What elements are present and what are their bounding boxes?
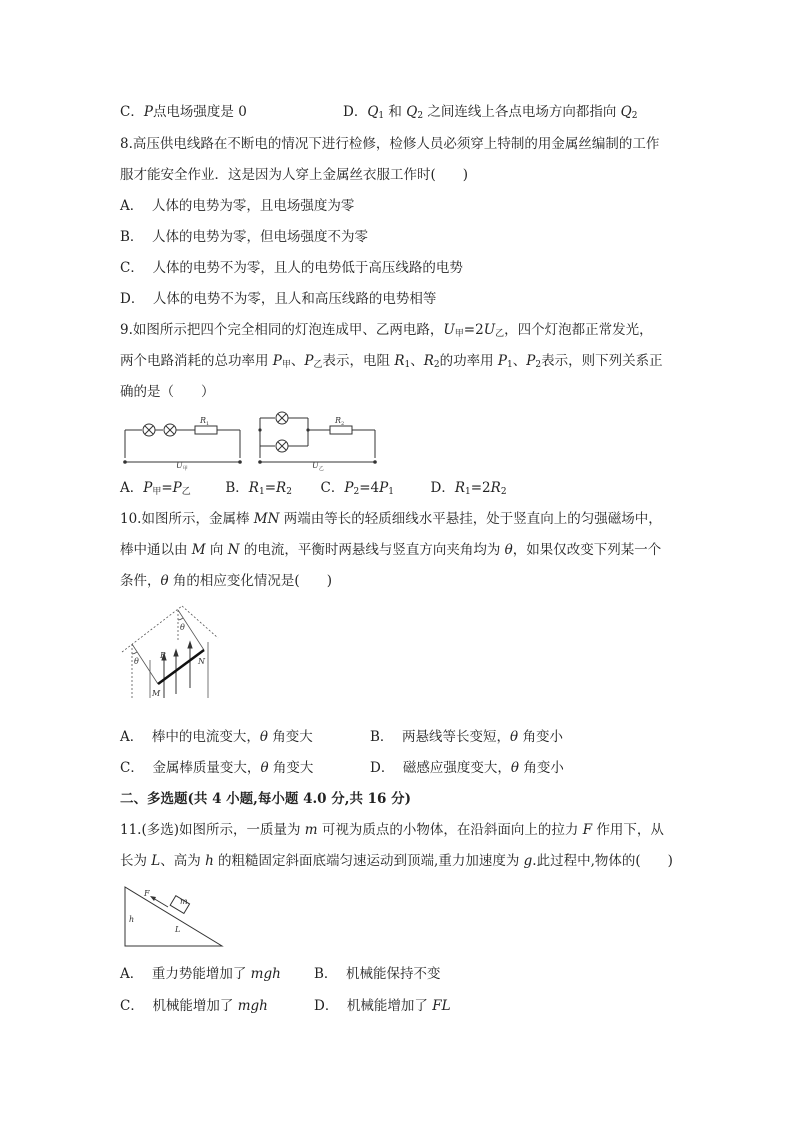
resistor-r1-icon — [195, 426, 217, 434]
q10-rod-figure — [120, 602, 220, 702]
sub: 乙 — [181, 487, 191, 497]
option-text: 磁感应强度变大， — [402, 760, 511, 776]
sub: 2 — [433, 360, 440, 370]
text: 两个电路消耗的总功率用 — [120, 353, 273, 369]
var: mgh — [237, 998, 268, 1014]
text: 角的相应变化情况是( ) — [168, 573, 332, 589]
option-label: D． — [343, 104, 368, 120]
text: 、 — [512, 353, 527, 369]
text: 、 — [290, 353, 305, 369]
q8-stem-line1: 8.高压供电线路在不断电的情况下进行检修，检修人员必须穿上特制的用金属丝编制的工作 — [120, 136, 660, 152]
q9-stem-line3: 确的是（ ） — [120, 384, 215, 400]
q10-option-c — [120, 758, 313, 778]
option-label: C． — [320, 480, 345, 496]
option-label: A． — [120, 729, 144, 745]
q9-option-d — [431, 480, 507, 496]
q7-option-c — [120, 102, 247, 122]
var: L — [151, 853, 161, 869]
theta-label-left: θ — [134, 657, 139, 666]
q9-stem-line1 — [120, 320, 653, 344]
var: g — [523, 853, 533, 869]
var: θ — [504, 542, 513, 558]
u1-label: U — [176, 461, 183, 470]
sub: 甲 — [182, 466, 188, 472]
sub: 1 — [378, 111, 385, 121]
option-text: 人体的电势为零，但电场强度不为零 — [152, 229, 369, 245]
text: ，如果仅改变下列某一个 — [512, 542, 662, 558]
r2-label: R — [335, 416, 342, 425]
m-label: m — [180, 897, 188, 906]
b-label: B — [160, 651, 166, 660]
text: 作用下，从 — [592, 822, 664, 838]
option-label: C． — [120, 998, 144, 1014]
q11-option-d — [314, 996, 451, 1016]
option-label: B． — [225, 480, 249, 496]
var: P — [272, 353, 282, 369]
var: Q — [367, 104, 379, 120]
var: R — [423, 353, 434, 369]
text: 条件， — [120, 573, 161, 589]
q8-option-d — [120, 289, 436, 309]
text: =2 — [463, 322, 484, 338]
text: 长为 — [120, 853, 152, 869]
q8-option-b — [120, 227, 368, 247]
r1-label: R — [200, 416, 207, 425]
text: 棒中通以由 — [120, 542, 192, 558]
option-text: 角变大 — [267, 729, 313, 745]
option-label: A． — [120, 966, 144, 982]
q10-stem-line2 — [120, 540, 661, 560]
svg-text:U乙 — [312, 461, 324, 472]
var: θ — [510, 729, 519, 745]
q9-option-c — [321, 480, 394, 496]
var: R — [276, 480, 287, 496]
option-text: 重力势能增加了 — [151, 966, 251, 982]
q10-option-b — [370, 727, 563, 747]
option-label: D． — [120, 291, 145, 307]
q11-stem-line1 — [120, 820, 664, 840]
u2-label: U — [312, 461, 319, 470]
option-label: A． — [120, 198, 144, 214]
var: MN — [253, 511, 280, 527]
option-label: D． — [314, 998, 339, 1014]
option-label: A． — [120, 480, 144, 496]
option-text: 角变小 — [519, 760, 564, 776]
sub: 2 — [500, 487, 507, 497]
var: Q — [406, 104, 418, 120]
option-text: 机械能增加了 — [152, 998, 238, 1014]
var: R — [394, 353, 405, 369]
resistor-r2-icon — [330, 426, 352, 434]
q7-option-d — [343, 102, 637, 126]
text: 10.如图所示，金属棒 — [120, 511, 254, 527]
var: θ — [259, 729, 268, 745]
text: 向 — [205, 542, 228, 558]
option-label: B． — [314, 966, 338, 982]
q9-options — [120, 478, 507, 502]
var: mgh — [250, 966, 281, 982]
text: 的功率用 — [439, 353, 498, 369]
text: ，四个灯泡都正常发光， — [504, 322, 653, 338]
sub: 乙 — [313, 360, 323, 370]
option-text: 人体的电势不为零，且人和高压线路的电势相等 — [152, 291, 437, 307]
var: M — [191, 542, 206, 558]
sub: 1 — [465, 487, 471, 497]
sub: 乙 — [495, 329, 505, 339]
var: N — [227, 542, 240, 558]
var: P — [344, 480, 354, 496]
text: 表示，则下列关系正 — [541, 353, 663, 369]
var: P — [379, 480, 389, 496]
sub: 1 — [404, 360, 411, 370]
text: = — [264, 480, 277, 496]
q8-option-a — [120, 196, 354, 216]
q10-stem-line3 — [120, 571, 332, 591]
text: 的粗糙固定斜面底端匀速运动到顶端,重力加速度为 — [213, 853, 524, 869]
q10-option-a — [120, 727, 313, 747]
text: 之间连线上各点电场方向都指向 — [423, 104, 621, 120]
section-title: 二、多选题(共 4 小题,每小题 4.0 分,共 16 分) — [120, 791, 412, 807]
option-text: 机械能增加了 — [346, 998, 433, 1014]
text: 9.如图所示把四个完全相同的灯泡连成甲、乙两电路， — [120, 322, 444, 338]
option-text: 角变大 — [268, 760, 314, 776]
l-label: L — [175, 925, 181, 934]
sub: 2 — [286, 487, 292, 497]
var: θ — [510, 760, 520, 776]
option-text: 人体的电势为零，且电场强度为零 — [151, 198, 355, 214]
q8-option-c — [120, 258, 463, 278]
q11-stem-line2 — [120, 851, 673, 871]
svg-text:U甲 — [176, 461, 188, 472]
option-text: 两悬线等长变短， — [402, 729, 511, 745]
sub: 1 — [507, 360, 513, 370]
option-label: C． — [120, 760, 144, 776]
option-text: 点电场强度是 0 — [152, 104, 247, 120]
q9-option-a — [120, 480, 191, 496]
q11-option-a — [120, 964, 281, 984]
n-label: N — [198, 657, 205, 666]
var: P — [143, 480, 153, 496]
q10-stem-line1 — [120, 509, 662, 529]
q11-option-c — [120, 996, 268, 1016]
text: .此过程中,物体的( ) — [532, 853, 673, 869]
q10-option-d — [370, 758, 564, 778]
q9-option-b — [225, 480, 292, 496]
sub: 1 — [206, 421, 210, 427]
var: U — [443, 322, 455, 338]
var: P — [143, 104, 153, 120]
text: 表示，电阻 — [322, 353, 395, 369]
sub: 甲 — [152, 487, 162, 497]
var: θ — [260, 760, 269, 776]
option-label: D． — [430, 480, 455, 496]
f-label: F — [144, 889, 150, 898]
q8-stem-line2: 服才能安全作业．这是因为人穿上金属丝衣服工作时( ) — [120, 167, 469, 183]
option-label: C． — [120, 104, 144, 120]
q11-option-b — [314, 964, 441, 984]
option-text: 人体的电势不为零，且人的电势低于高压线路的电势 — [152, 260, 463, 276]
var: Q — [620, 104, 632, 120]
option-text: 棒中的电流变大， — [151, 729, 260, 745]
option-label: B． — [370, 729, 394, 745]
text: =4 — [359, 480, 380, 496]
var: FL — [432, 998, 451, 1014]
var: R — [248, 480, 259, 496]
sub: 2 — [341, 421, 345, 427]
theta-label-right: θ — [180, 623, 185, 632]
sub: 1 — [258, 487, 265, 497]
option-text: 金属棒质量变大， — [152, 760, 261, 776]
sub: 甲 — [454, 329, 464, 339]
q11-incline-figure — [120, 882, 230, 950]
q9-stem-line2 — [120, 351, 663, 375]
q9-circuit-figure — [120, 408, 382, 470]
svg-text:R1 — [199, 416, 209, 427]
h-label: h — [129, 915, 135, 924]
option-text: 角变小 — [518, 729, 563, 745]
option-label: D． — [370, 760, 395, 776]
option-text: 机械能保持不变 — [346, 966, 441, 982]
text: = — [161, 480, 173, 496]
text: 可视为质点的小物体，在沿斜面向上的拉力 — [317, 822, 583, 838]
svg-text:R2 — [334, 416, 344, 427]
sub: 2 — [631, 111, 638, 121]
text: =2 — [470, 480, 491, 496]
var: P — [497, 353, 508, 369]
option-label: C． — [120, 260, 144, 276]
var: P — [172, 480, 182, 496]
text: 和 — [384, 104, 407, 120]
sub: 甲 — [281, 360, 291, 370]
var: m — [304, 822, 318, 838]
m-label: M — [152, 689, 161, 698]
text: 两端由等长的轻质细线水平悬挂，处于竖直向上的匀强磁场中， — [279, 511, 662, 527]
var: P — [304, 353, 314, 369]
text: 、高为 — [160, 853, 206, 869]
var: R — [490, 480, 501, 496]
text: 、 — [410, 353, 424, 369]
sub: 2 — [417, 111, 424, 121]
option-label: B． — [120, 229, 144, 245]
var: P — [526, 353, 536, 369]
sub: 2 — [535, 360, 542, 370]
sub: 乙 — [318, 466, 324, 472]
var: R — [454, 480, 466, 496]
var: F — [582, 822, 593, 838]
var: θ — [160, 573, 169, 589]
text: 的电流，平衡时两悬线与竖直方向夹角均为 — [239, 542, 505, 558]
sub: 2 — [353, 487, 360, 497]
var: U — [483, 322, 496, 338]
sub: 1 — [388, 487, 394, 497]
var: h — [205, 853, 214, 869]
text: 11.(多选)如图所示，一质量为 — [120, 822, 305, 838]
